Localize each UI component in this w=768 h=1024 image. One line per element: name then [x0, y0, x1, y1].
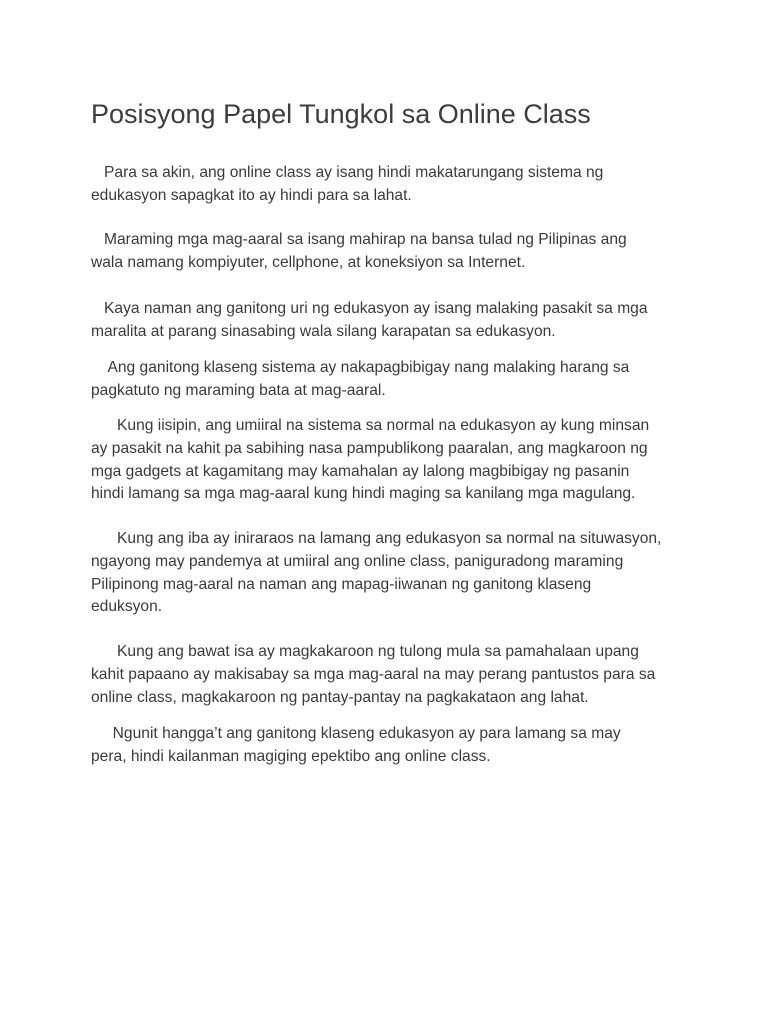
paragraph-8 — [91, 723, 691, 769]
paragraph-line: eduksyon. — [91, 598, 163, 616]
paragraph-line: Ang ganitong klaseng sistema ay nakapagbibigay nang malaking harang sa — [91, 359, 630, 376]
paragraph-line: edukasyon sapagkat ito ay hindi para sa lahat. — [91, 186, 412, 204]
paragraph-1 — [91, 162, 691, 208]
paragraph-line: ay pasakit na kahit pa sabihing nasa pampublikong paaralan, ang magkaroon ng — [91, 439, 648, 457]
paragraph-6 — [91, 528, 691, 619]
paragraph-line: maralita at parang sinasabing wala silang karapatan sa edukasyon. — [91, 322, 556, 340]
paragraph-line: hindi lamang sa mga mag-aaral kung hindi maging sa kanilang mga magulang. — [91, 485, 636, 503]
paragraph-2 — [91, 229, 691, 275]
paragraph-line: Kung ang bawat isa ay magkakaroon ng tulong mula sa pamahalaan upang — [91, 643, 639, 660]
paragraph-line: Ngunit hangga’t ang ganitong klaseng edukasyon ay para lamang sa may — [91, 725, 621, 742]
paragraph-line: Para sa akin, ang online class ay isang hindi makatarungang sistema ng — [91, 164, 604, 181]
paragraph-7 — [91, 641, 691, 709]
paragraph-line: pera, hindi kailanman magiging epektibo ang online class. — [91, 747, 491, 765]
paragraph-line: kahit papaano ay makisabay sa mga mag-aaral na may perang pantustos para sa — [91, 665, 656, 683]
paragraph-3 — [91, 298, 691, 344]
page-title: Posisyong Papel Tungkol sa Online Class — [91, 99, 591, 129]
paragraph-5 — [91, 415, 691, 506]
paragraph-line: Kung ang iba ay iniraraos na lamang ang edukasyon sa normal na situwasyon, — [91, 530, 662, 547]
paragraph-4 — [91, 357, 691, 403]
paragraph-line: pagkatuto ng maraming bata at mag-aaral. — [91, 381, 386, 399]
paragraph-line: mga gadgets at kagamitang may kamahalan ay lalong magbibigay ng pasanin — [91, 462, 630, 480]
paragraph-line: online class, magkakaroon ng pantay-pantay na pagkakataon ang lahat. — [91, 688, 589, 706]
paragraph-line: wala namang kompiyuter, cellphone, at koneksiyon sa Internet. — [91, 253, 526, 271]
paragraph-line: ngayong may pandemya at umiiral ang online class, paniguradong maraming — [91, 552, 624, 570]
paragraph-line: Pilipinong mag-aaral na naman ang mapag-iiwanan ng ganitong klaseng — [91, 575, 592, 593]
paragraph-line: Kung iisipin, ang umiiral na sistema sa normal na edukasyon ay kung minsan — [91, 417, 650, 434]
paragraph-line: Maraming mga mag-aaral sa isang mahirap na bansa tulad ng Pilipinas ang — [91, 231, 627, 248]
paragraph-line: Kaya naman ang ganitong uri ng edukasyon ay isang malaking pasakit sa mga — [91, 300, 648, 317]
